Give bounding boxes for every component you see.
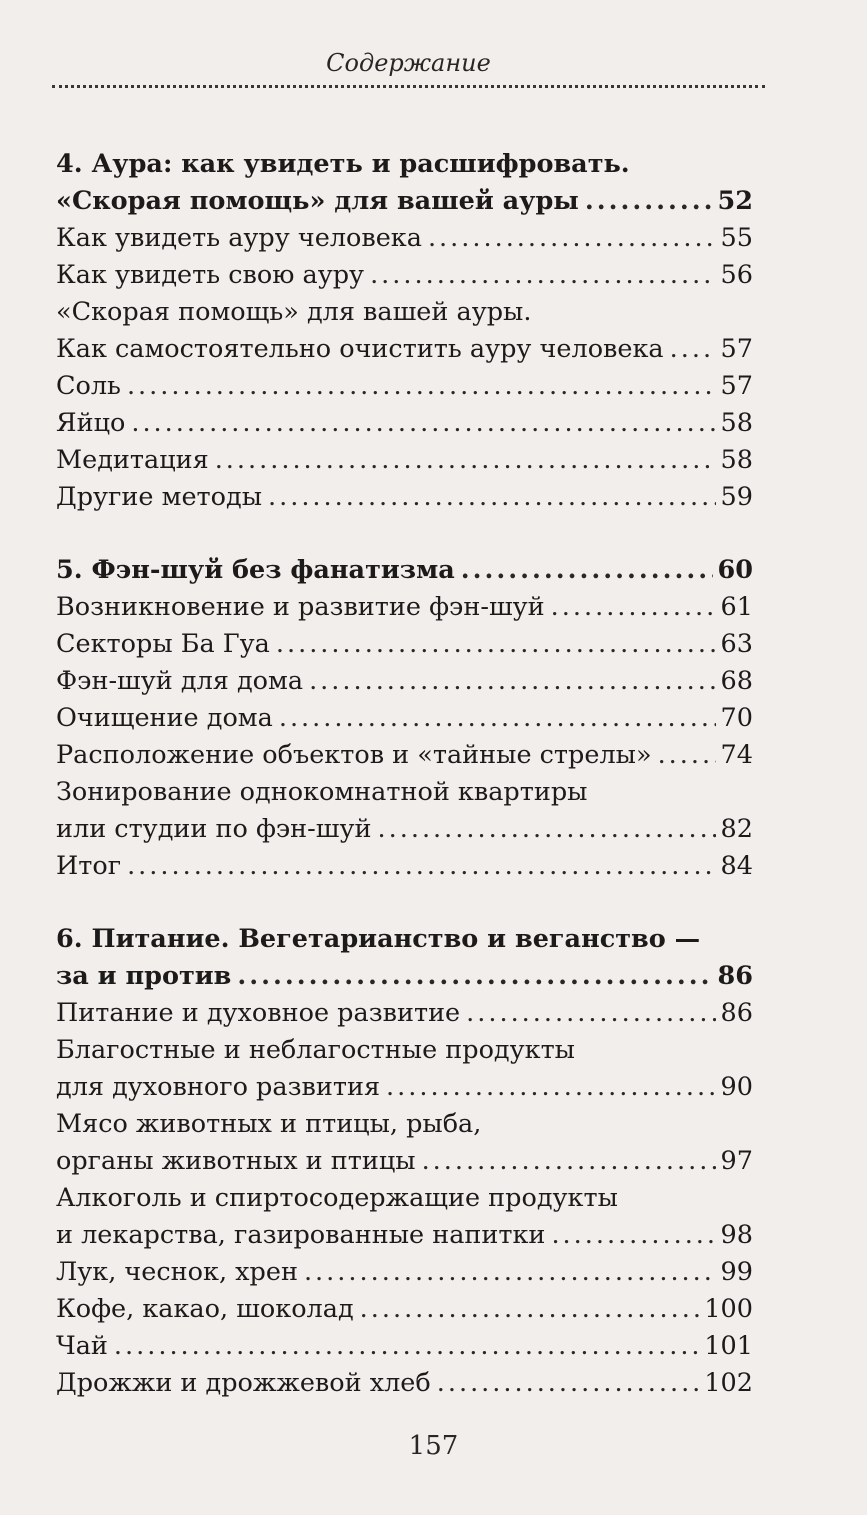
toc-entry	[56, 368, 753, 405]
dot-leader	[378, 811, 716, 848]
dot-leader	[670, 331, 716, 368]
toc-entry	[56, 700, 753, 737]
toc-entry-title: Очищение дома	[56, 703, 273, 733]
toc-entry-page-number: 82	[720, 814, 753, 844]
toc-entry	[56, 848, 753, 885]
chapter-heading	[56, 146, 753, 183]
dot-leader	[215, 442, 716, 479]
toc-entry	[56, 1291, 753, 1328]
toc-entry-page-number: 68	[720, 666, 753, 696]
toc-entry-page-number: 101	[704, 1331, 753, 1361]
toc-section	[56, 921, 753, 1402]
chapter-heading-page-number: 60	[717, 555, 753, 585]
toc-entry-page-number: 55	[720, 223, 753, 253]
dot-leader	[127, 368, 716, 405]
dot-leader	[422, 1143, 716, 1180]
toc-entry-page-number: 74	[720, 740, 753, 770]
toc-entry	[56, 1365, 753, 1402]
toc-entry	[56, 1032, 753, 1069]
toc-entry	[56, 774, 753, 811]
chapter-heading	[56, 552, 753, 589]
toc-entry	[56, 626, 753, 663]
toc-entry-title: Дрожжи и дрожжевой хлеб	[56, 1368, 431, 1398]
dot-leader	[360, 1291, 700, 1328]
toc-entry-title: Благостные и неблагостные продукты	[56, 1035, 575, 1065]
dot-leader	[114, 1328, 699, 1365]
section-gap	[56, 885, 753, 921]
toc-entry-page-number: 90	[720, 1072, 753, 1102]
toc-entry-title: Как самостоятельно очистить ауру человека	[56, 334, 664, 364]
toc-entry-page-number: 59	[720, 482, 753, 512]
dot-leader	[131, 405, 715, 442]
dot-leader	[279, 700, 716, 737]
chapter-heading-title: 5. Фэн-шуй без фанатизма	[56, 555, 455, 585]
dot-leader	[658, 737, 716, 774]
toc-entry-title: Фэн-шуй для дома	[56, 666, 304, 696]
toc-entry	[56, 1328, 753, 1365]
toc-entry	[56, 737, 753, 774]
toc-entry-title: Медитация	[56, 445, 209, 475]
toc-entry-title: Соль	[56, 371, 121, 401]
dot-leader	[551, 1217, 715, 1254]
dot-leader	[585, 183, 713, 220]
toc-entry-page-number: 56	[720, 260, 753, 290]
toc-entry-page-number: 57	[720, 334, 753, 364]
dot-leader	[237, 958, 712, 995]
toc-entry-title: Возникновение и развитие фэн-шуй	[56, 592, 545, 622]
table-of-contents	[56, 146, 753, 1402]
toc-entry-title: и лекарства, газированные напитки	[56, 1220, 546, 1250]
header-dotted-rule	[52, 82, 765, 88]
toc-entry-title: Зонирование однокомнатной квартиры	[56, 777, 588, 807]
toc-entry-title: Яйцо	[56, 408, 126, 438]
toc-entry	[56, 442, 753, 479]
toc-entry-page-number: 99	[720, 1257, 753, 1287]
toc-entry	[56, 663, 753, 700]
toc-entry-title: Лук, чеснок, хрен	[56, 1257, 298, 1287]
toc-entry-title: Кофе, какао, шоколад	[56, 1294, 354, 1324]
toc-entry-title: для духовного развития	[56, 1072, 381, 1102]
toc-entry-title: Расположение объектов и «тайные стрелы»	[56, 740, 652, 770]
toc-entry-title: или студии по фэн-шуй	[56, 814, 372, 844]
page-number: 157	[408, 1431, 459, 1461]
dot-leader	[461, 552, 713, 589]
toc-entry-title: Как увидеть свою ауру	[56, 260, 365, 290]
toc-entry	[56, 1069, 753, 1106]
chapter-heading-title: 6. Питание. Вегетарианство и веганство —	[56, 924, 701, 954]
toc-entry-page-number: 100	[704, 1294, 753, 1324]
toc-entry-page-number: 86	[720, 998, 753, 1028]
toc-entry	[56, 1106, 753, 1143]
toc-entry	[56, 294, 753, 331]
chapter-heading-title: за и против	[56, 961, 232, 991]
toc-entry-title: Алкоголь и спиртосодержащие продукты	[56, 1183, 618, 1213]
toc-entry-page-number: 97	[720, 1146, 753, 1176]
dot-leader	[551, 589, 716, 626]
toc-entry	[56, 257, 753, 294]
dot-leader	[304, 1254, 716, 1291]
dot-leader	[370, 257, 715, 294]
toc-entry	[56, 1254, 753, 1291]
toc-entry	[56, 1217, 753, 1254]
toc-entry-title: Другие методы	[56, 482, 262, 512]
toc-section	[56, 552, 753, 885]
dot-leader	[309, 663, 715, 700]
toc-entry	[56, 220, 753, 257]
dot-leader	[276, 626, 716, 663]
toc-entry-title: Мясо животных и птицы, рыба,	[56, 1109, 482, 1139]
dot-leader	[437, 1365, 700, 1402]
toc-entry	[56, 1143, 753, 1180]
toc-entry-page-number: 57	[720, 371, 753, 401]
toc-entry-title: органы животных и птицы	[56, 1146, 416, 1176]
dot-leader	[268, 479, 716, 516]
toc-entry-page-number: 61	[720, 592, 753, 622]
toc-entry	[56, 589, 753, 626]
dot-leader	[428, 220, 716, 257]
toc-entry-page-number: 63	[720, 629, 753, 659]
section-gap	[56, 516, 753, 552]
toc-entry-title: Итог	[56, 851, 122, 881]
toc-entry	[56, 995, 753, 1032]
toc-entry-page-number: 102	[704, 1368, 753, 1398]
chapter-heading-page-number: 86	[717, 961, 753, 991]
chapter-heading	[56, 958, 753, 995]
chapter-heading	[56, 921, 753, 958]
toc-entry-title: Чай	[56, 1331, 108, 1361]
dot-leader	[466, 995, 715, 1032]
toc-entry-title: «Скорая помощь» для вашей ауры.	[56, 297, 532, 327]
toc-section	[56, 146, 753, 516]
toc-entry	[56, 1180, 753, 1217]
toc-entry-page-number: 84	[720, 851, 753, 881]
running-header: Содержание	[326, 49, 491, 77]
toc-entry	[56, 811, 753, 848]
chapter-heading-page-number: 52	[717, 186, 753, 216]
toc-entry-page-number: 58	[720, 408, 753, 438]
chapter-heading	[56, 183, 753, 220]
toc-entry-page-number: 58	[720, 445, 753, 475]
chapter-heading-title: «Скорая помощь» для вашей ауры	[56, 186, 579, 216]
toc-entry-title: Секторы Ба Гуа	[56, 629, 270, 659]
chapter-heading-title: 4. Аура: как увидеть и расшифровать.	[56, 149, 630, 179]
toc-entry	[56, 479, 753, 516]
toc-entry-title: Как увидеть ауру человека	[56, 223, 422, 253]
toc-entry-page-number: 70	[720, 703, 753, 733]
dot-leader	[127, 848, 715, 885]
dot-leader	[386, 1069, 716, 1106]
toc-entry	[56, 405, 753, 442]
toc-entry-title: Питание и духовное развитие	[56, 998, 461, 1028]
toc-entry	[56, 331, 753, 368]
toc-entry-page-number: 98	[720, 1220, 753, 1250]
